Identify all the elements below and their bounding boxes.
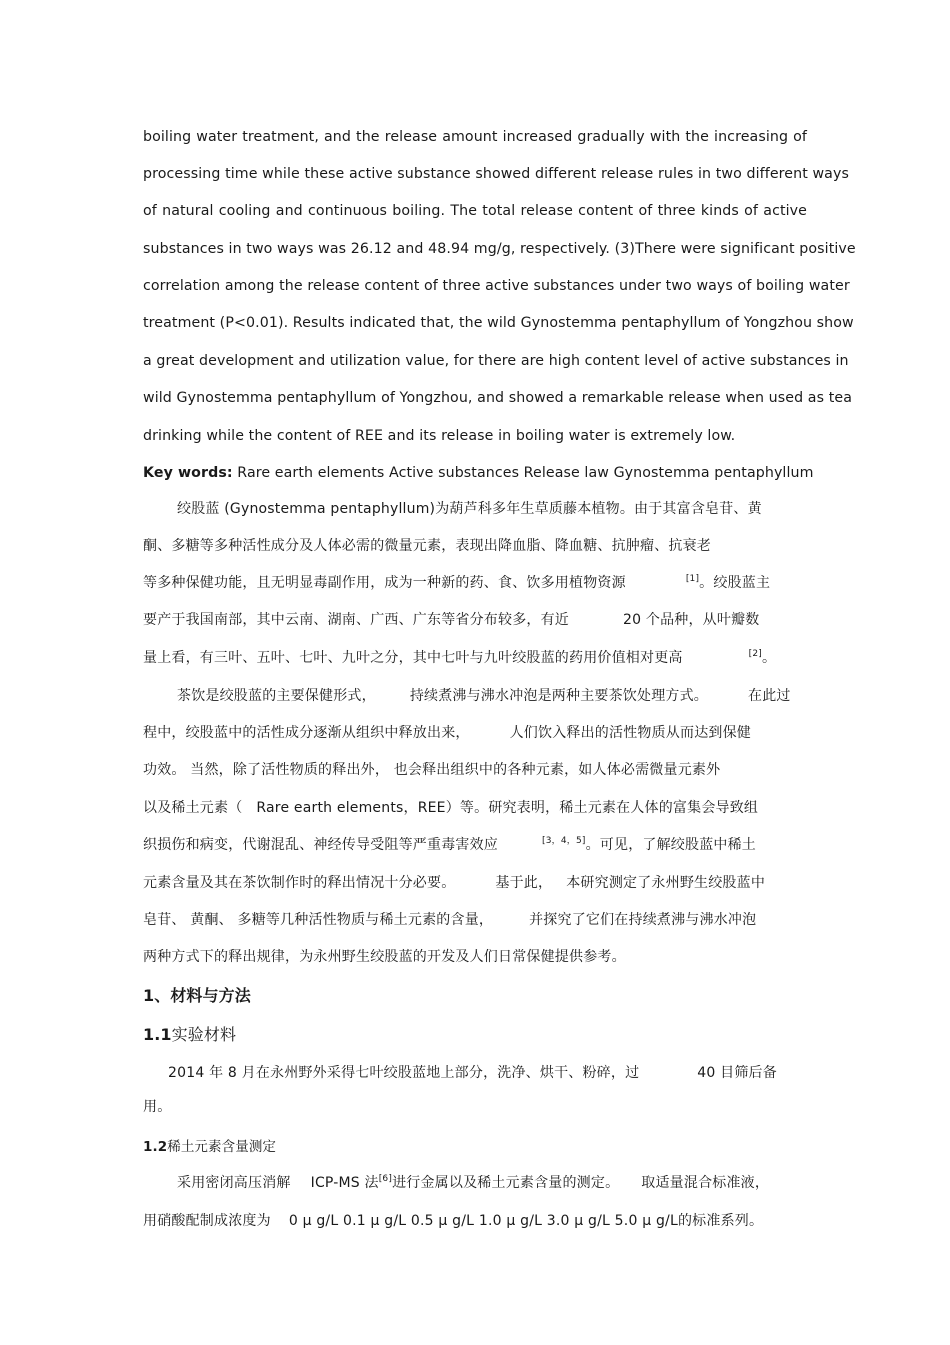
intro-p2-line: 两种方式下的释出规律，为永州野生绞股蓝的开发及人们日常保健提供参考。 — [143, 949, 626, 965]
intro-text: 。绞股蓝主 — [699, 575, 771, 591]
method-text: 采用密闭高压消解 — [177, 1175, 291, 1191]
materials-text: 2014 年 8 月在永州野外采得七叶绞股蓝地上部分，洗净、烘干、粉碎，过 — [168, 1065, 640, 1081]
subsection-title: 实验材料 — [171, 1025, 237, 1044]
intro-text: 并探究了它们在持续煮沸与沸水冲泡 — [529, 912, 757, 928]
method-text: 用硝酸配制成浓度为 — [143, 1213, 271, 1229]
abstract-line: substances in two ways was 26.12 and 48.94 mg/g, respectively. (3)There were significant positive — [143, 241, 856, 257]
intro-text: 。 — [761, 650, 777, 666]
intro-text: 量上看，有三叶、五叶、七叶、九叶之分，其中七叶与九叶绞股蓝的药用价值相对更高 — [143, 650, 683, 666]
concentration-series: 0 μ g/L 0.1 μ g/L 0.5 μ g/L 1.0 μ g/L 3.0 μ g/L 5.0 μ g/L — [288, 1213, 678, 1229]
intro-text: 织损伤和病变，代谢混乱、神经传导受阻等严重毒害效应 — [143, 837, 498, 853]
intro-p2-line — [143, 910, 807, 930]
abstract-line: boiling water treatment, and the release amount increased gradually with the increasing of — [143, 129, 807, 145]
intro-text: 。可见，了解绞股蓝中稀土 — [585, 837, 757, 853]
intro-p2-line — [143, 873, 807, 893]
method-text: 取适量混合标准液， — [641, 1175, 770, 1191]
subsection-number: 1.1 — [143, 1025, 172, 1044]
intro-p1-line — [143, 573, 807, 593]
intro-text: 元素含量及其在茶饮制作时的释出情况十分必要。 — [143, 875, 456, 891]
citation: [3，4，5] — [542, 836, 586, 846]
intro-text: 基于此， — [495, 875, 553, 891]
section-heading — [143, 986, 807, 1006]
subsection-number: 1.2 — [143, 1139, 168, 1155]
method-line — [143, 1211, 807, 1231]
citation: [1] — [685, 574, 700, 584]
intro-text: 在此过 — [748, 688, 791, 704]
intro-text: 以及稀土元素（ — [143, 800, 243, 816]
intro-p2-line — [143, 798, 807, 818]
intro-text: 本研究测定了永州野生绞股蓝中 — [566, 875, 766, 891]
abstract-line: drinking while the content of REE and its release in boiling water is extremely low. — [143, 428, 736, 444]
abstract-line: processing time while these active substance showed different release rules in two different ways — [143, 166, 849, 182]
intro-text: 20 个品种，从叶瓣数 — [623, 612, 760, 628]
method-text: ICP-MS 法 — [310, 1175, 379, 1191]
materials-line: 用。 — [143, 1099, 172, 1115]
abstract-line: of natural cooling and continuous boiling. The total release content of three kinds of active — [143, 203, 807, 219]
intro-text: 要产于我国南部，其中云南、湖南、广西、广东等省分布较多，有近 — [143, 612, 569, 628]
materials-line — [168, 1063, 807, 1083]
intro-text: 持续煮沸与沸水冲泡是两种主要茶饮处理方式。 — [409, 688, 709, 704]
intro-p2-line — [143, 835, 807, 855]
citation: [6] — [378, 1174, 393, 1184]
subsection-title: 稀土元素含量测定 — [167, 1139, 277, 1155]
intro-text: 人们饮入释出的活性物质从而达到保健 — [509, 725, 752, 741]
section-number: 1 — [143, 986, 155, 1005]
keywords-text: Rare earth elements Active substances Release law Gynostemma pentaphyllum — [232, 465, 814, 481]
method-text: 进行金属以及稀土元素含量的测定。 — [392, 1175, 620, 1191]
abstract-line: wild Gynostemma pentaphyllum of Yongzhou, and showed a remarkable release when used as tea — [143, 390, 852, 406]
method-line — [177, 1173, 807, 1193]
abstract-line: correlation among the release content of three active substances under two ways of boiling water — [143, 278, 850, 294]
intro-p2-line — [143, 723, 807, 743]
intro-p1-line: 绞股蓝 (Gynostemma pentaphyllum)为葫芦科多年生草质藤本植物。由于其富含皂苷、黄 — [177, 501, 762, 517]
keywords-label: Key words: — [143, 465, 233, 481]
intro-text: 等多种保健功能，且无明显毒副作用，成为一种新的药、食、饮多用植物资源 — [143, 575, 626, 591]
citation: [2] — [748, 649, 762, 659]
intro-p1-line: 酮、多糖等多种活性成分及人体必需的微量元素，表现出降血脂、降血糖、抗肿瘤、抗衰老 — [143, 538, 711, 554]
abstract-line: a great development and utilization value, for there are high content level of active substances in — [143, 353, 849, 369]
method-text: 的标准系列。 — [677, 1213, 764, 1229]
subsection-heading — [143, 1137, 807, 1157]
intro-p1-line — [143, 610, 807, 630]
keywords-line — [143, 463, 814, 483]
intro-p1-line — [143, 648, 807, 668]
section-title: 、材料与方法 — [154, 986, 251, 1005]
abstract-line: treatment (P<0.01). Results indicated that, the wild Gynostemma pentaphyllum of Yongzhou show — [143, 315, 854, 331]
intro-text: 茶饮是绞股蓝的主要保健形式， — [177, 688, 376, 704]
intro-p2-line — [177, 686, 807, 706]
intro-text: 皂苷、 黄酮、 多糖等几种活性物质与稀土元素的含量， — [143, 912, 494, 928]
intro-p2-line: 功效。 当然，除了活性物质的释出外， 也会释出组织中的各种元素，如人体必需微量元素外 — [143, 762, 721, 778]
subsection-heading — [143, 1025, 807, 1046]
materials-text: 40 目筛后备 — [697, 1065, 777, 1081]
intro-text: 程中，绞股蓝中的活性成分逐渐从组织中释放出来， — [143, 725, 470, 741]
intro-text: Rare earth elements，REE）等。研究表明，稀土元素在人体的富集会导致组 — [256, 800, 759, 816]
